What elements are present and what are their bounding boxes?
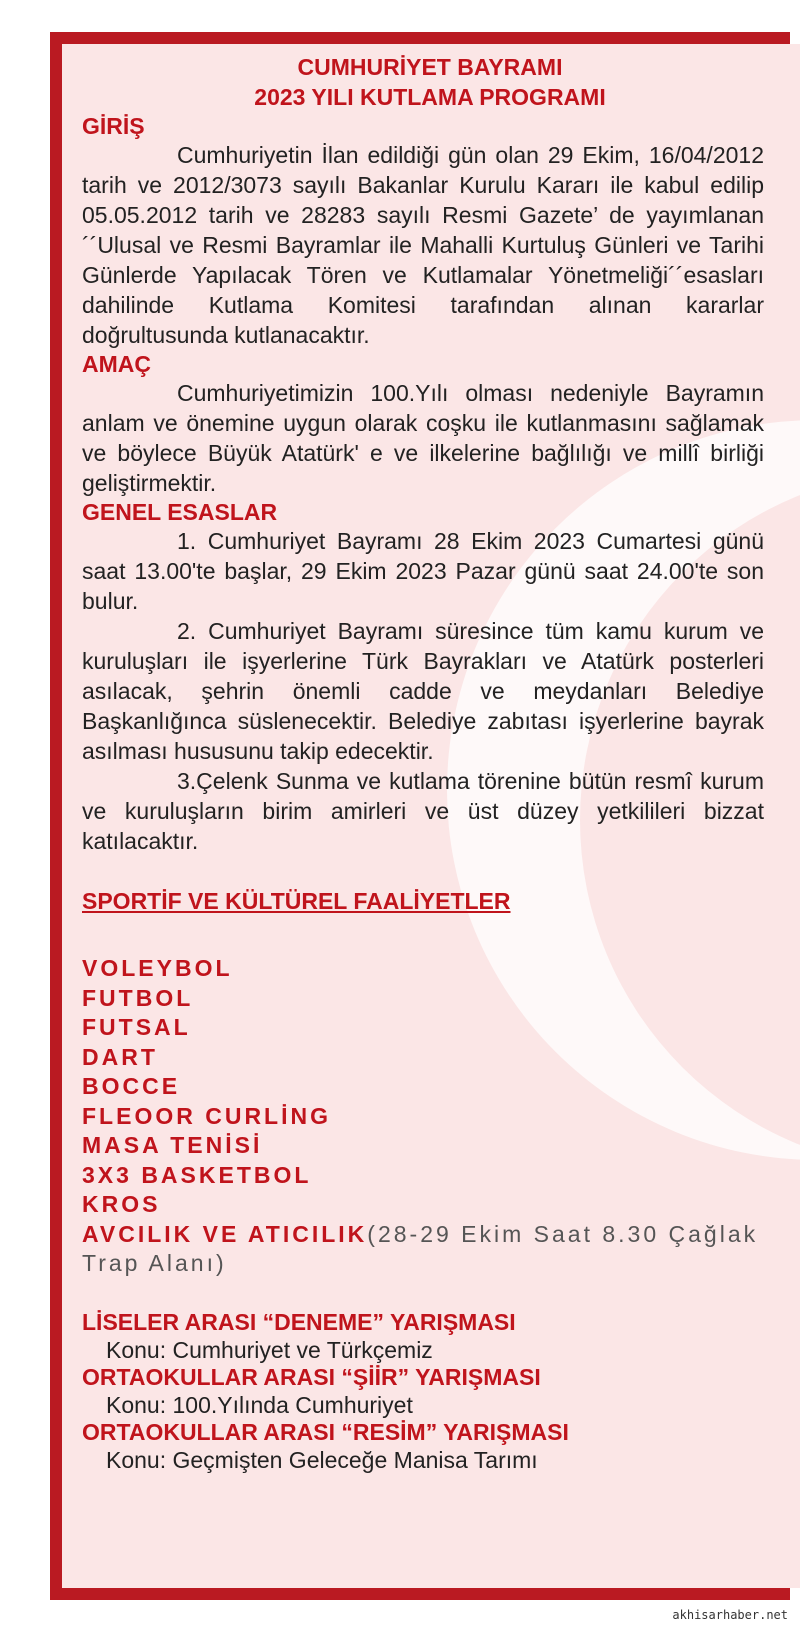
document-content	[82, 52, 764, 1474]
competitions-list	[82, 1309, 764, 1474]
competition-topic: Konu: Geçmişten Geleceğe Manisa Tarımı	[106, 1446, 538, 1473]
sport-item: MASA TENİSİ	[82, 1132, 263, 1158]
paragraph-giris: Cumhuriyetin İlan edildiği gün olan 29 Ekim, 16/04/2012 tarih ve 2012/3073 sayılı Bakanlar Kurulu Kararı ile kabul edilip 05.05.2012 tarih ve 28283 sayılı Resmi Gazete’ de yayımlanan ´´Ulusal ve Resmi Bayramlar ile Mahalli Kurtuluş Günleri ve Tarihi Günlerde Yapılacak Tören ve Kutlamalar Yönetmeliği´´esasları dahilinde Kutlama Komitesi tarafından alınan kararlar doğrultusunda kutlanacaktır.	[82, 142, 764, 348]
sport-item-last	[82, 1220, 764, 1279]
paragraph-amac: Cumhuriyetimizin 100.Yılı olması nedeniyle Bayramın anlam ve önemine uygun olarak coşku ile kutlanmasını sağlamak ve böylece Büyük Atatürk' e ve ilkelerine bağlılığı ve millî birliği geliştirmektir.	[82, 380, 764, 496]
paragraph-esas-3: 3.Çelenk Sunma ve kutlama törenine bütün resmî kurum ve kuruluşların birim amirleri ve üst düzey yetkilileri bizzat katılacaktır.	[82, 768, 764, 854]
sports-list	[82, 954, 764, 1279]
watermark: akhisarhaber.net	[672, 1608, 788, 1622]
sport-item: VOLEYBOL	[82, 955, 233, 981]
competition-name: ORTAOKULLAR ARASI “RESİM” YARIŞMASI	[82, 1418, 569, 1445]
sport-item-note: (28-29 Ekim Saat 8.30 Çağlak Trap Alanı)	[82, 1220, 759, 1276]
competition-name: ORTAOKULLAR ARASI “ŞİİR” YARIŞMASI	[82, 1363, 541, 1390]
document-title	[96, 52, 764, 112]
sport-item-name: AVCILIK VE ATICILIK	[82, 1220, 368, 1247]
competition-topic: Konu: 100.Yılında Cumhuriyet	[106, 1391, 413, 1418]
paragraph-esas-2: 2. Cumhuriyet Bayramı süresince tüm kamu kurum ve kuruluşları ile işyerlerine Türk Bayrakları ve Atatürk posterleri asılacak, şehrin önemli cadde ve meydanları Belediye Başkanlığınca süslenecektir. Belediye zabıtası işyerlerine bayrak asılması hususunu takip edecektir.	[82, 618, 764, 764]
competition-topic: Konu: Cumhuriyet ve Türkçemiz	[106, 1336, 433, 1363]
sport-item: FUTSAL	[82, 1014, 191, 1040]
title-line-2: 2023 YILI KUTLAMA PROGRAMI	[254, 84, 606, 110]
sport-item: DART	[82, 1043, 158, 1070]
sport-item: 3X3 BASKETBOL	[82, 1161, 312, 1188]
heading-genel-esaslar: GENEL ESASLAR	[82, 499, 278, 525]
title-line-1: CUMHURİYET BAYRAMI	[297, 54, 563, 80]
paragraph-esas-1: 1. Cumhuriyet Bayramı 28 Ekim 2023 Cumartesi günü saat 13.00'te başlar, 29 Ekim 2023 Pazar günü saat 24.00'te son bulur.	[82, 528, 764, 614]
sport-item: FUTBOL	[82, 984, 194, 1011]
heading-amac: AMAÇ	[82, 351, 151, 377]
sport-item: KROS	[82, 1191, 161, 1217]
heading-giris: GİRİŞ	[82, 113, 145, 139]
competition-name: LİSELER ARASI “DENEME” YARIŞMASI	[82, 1308, 516, 1335]
sport-item: BOCCE	[82, 1073, 181, 1099]
sport-item: FLEOOR CURLİNG	[82, 1102, 331, 1129]
sports-heading: SPORTİF VE KÜLTÜREL FAALİYETLER	[82, 888, 511, 914]
